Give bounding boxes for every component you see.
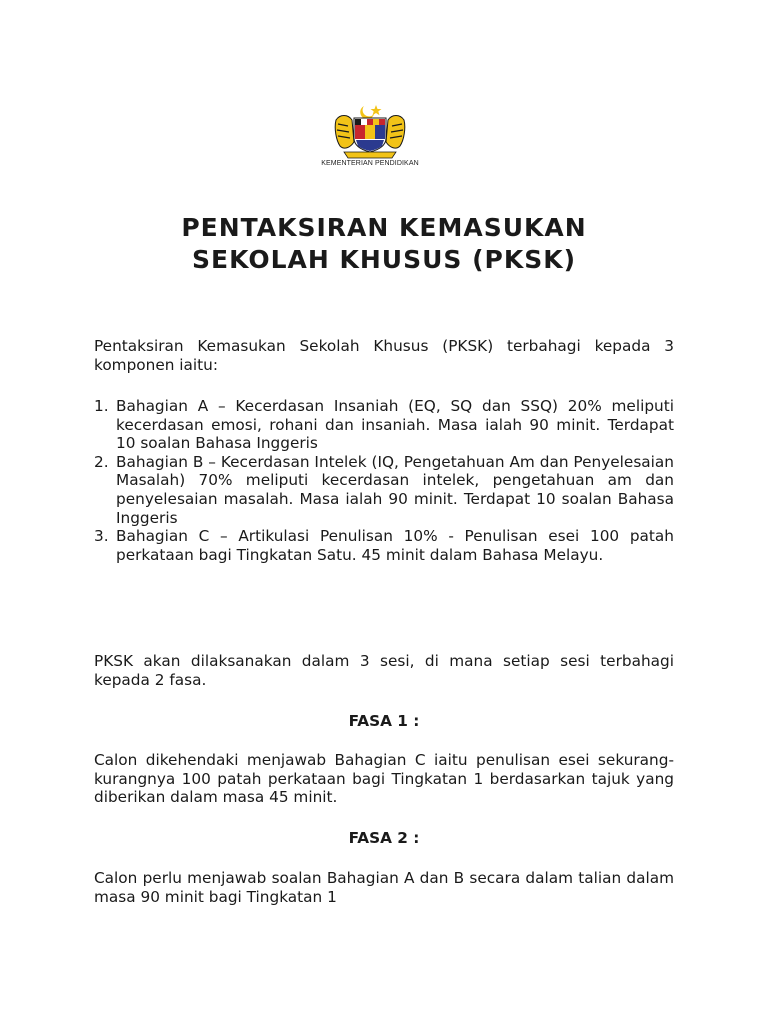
list-number: 2. bbox=[94, 452, 109, 471]
components-list bbox=[94, 397, 674, 564]
intro-paragraph: Pentaksiran Kemasukan Sekolah Khusus (PKSK) terbahagi kepada 3 komponen iaitu: bbox=[94, 337, 674, 374]
list-item bbox=[94, 527, 674, 564]
list-item-text: Bahagian A – Kecerdasan Insaniah (EQ, SQ dan SSQ) 20% meliputi kecerdasan emosi, rohani dan insaniah. Masa ialah 90 minit. Terdapat 10 soalan Bahasa Inggeris bbox=[116, 397, 674, 453]
phase-2-paragraph: Calon perlu menjawab soalan Bahagian A dan B secara dalam talian dalam masa 90 minit bagi Tingkatan 1 bbox=[94, 869, 674, 906]
phase-1-paragraph: Calon dikehendaki menjawab Bahagian C iaitu penulisan esei sekurang-kurangnya 100 patah perkataan bagi Tingkatan 1 berdasarkan tajuk yang diberikan dalam masa 45 minit. bbox=[94, 751, 674, 807]
ministry-logo bbox=[290, 90, 450, 190]
page-title bbox=[94, 212, 674, 276]
list-number: 3. bbox=[94, 527, 109, 546]
phase-2-heading: FASA 2 : bbox=[348, 829, 420, 847]
list-number: 1. bbox=[94, 397, 109, 415]
ministry-name: KEMENTERIAN PENDIDIKAN bbox=[321, 160, 419, 167]
coat-of-arms-icon bbox=[330, 102, 410, 160]
title-line-1: PENTAKSIRAN KEMASUKAN bbox=[181, 213, 587, 242]
phase-1-heading: FASA 1 : bbox=[348, 712, 420, 730]
list-item-text: Bahagian C – Artikulasi Penulisan 10% - Penulisan esei 100 patah perkataan bagi Tingkatan Satu. 45 minit dalam Bahasa Melayu. bbox=[116, 527, 674, 564]
title-line-2: SEKOLAH KHUSUS (PKSK) bbox=[191, 245, 577, 274]
list-item bbox=[94, 397, 674, 453]
sessions-paragraph: PKSK akan dilaksanakan dalam 3 sesi, di mana setiap sesi terbahagi kepada 2 fasa. bbox=[94, 652, 674, 689]
list-item-text: Bahagian B – Kecerdasan Intelek (IQ, Pengetahuan Am dan Penyelesaian Masalah) 70% meliputi kecerdasan intelek, pengetahuan am dan penyelesaian masalah. Masa ialah 90 minit. Terdapat 10 soalan Bahasa Inggeris bbox=[116, 452, 674, 527]
list-item bbox=[94, 453, 674, 527]
